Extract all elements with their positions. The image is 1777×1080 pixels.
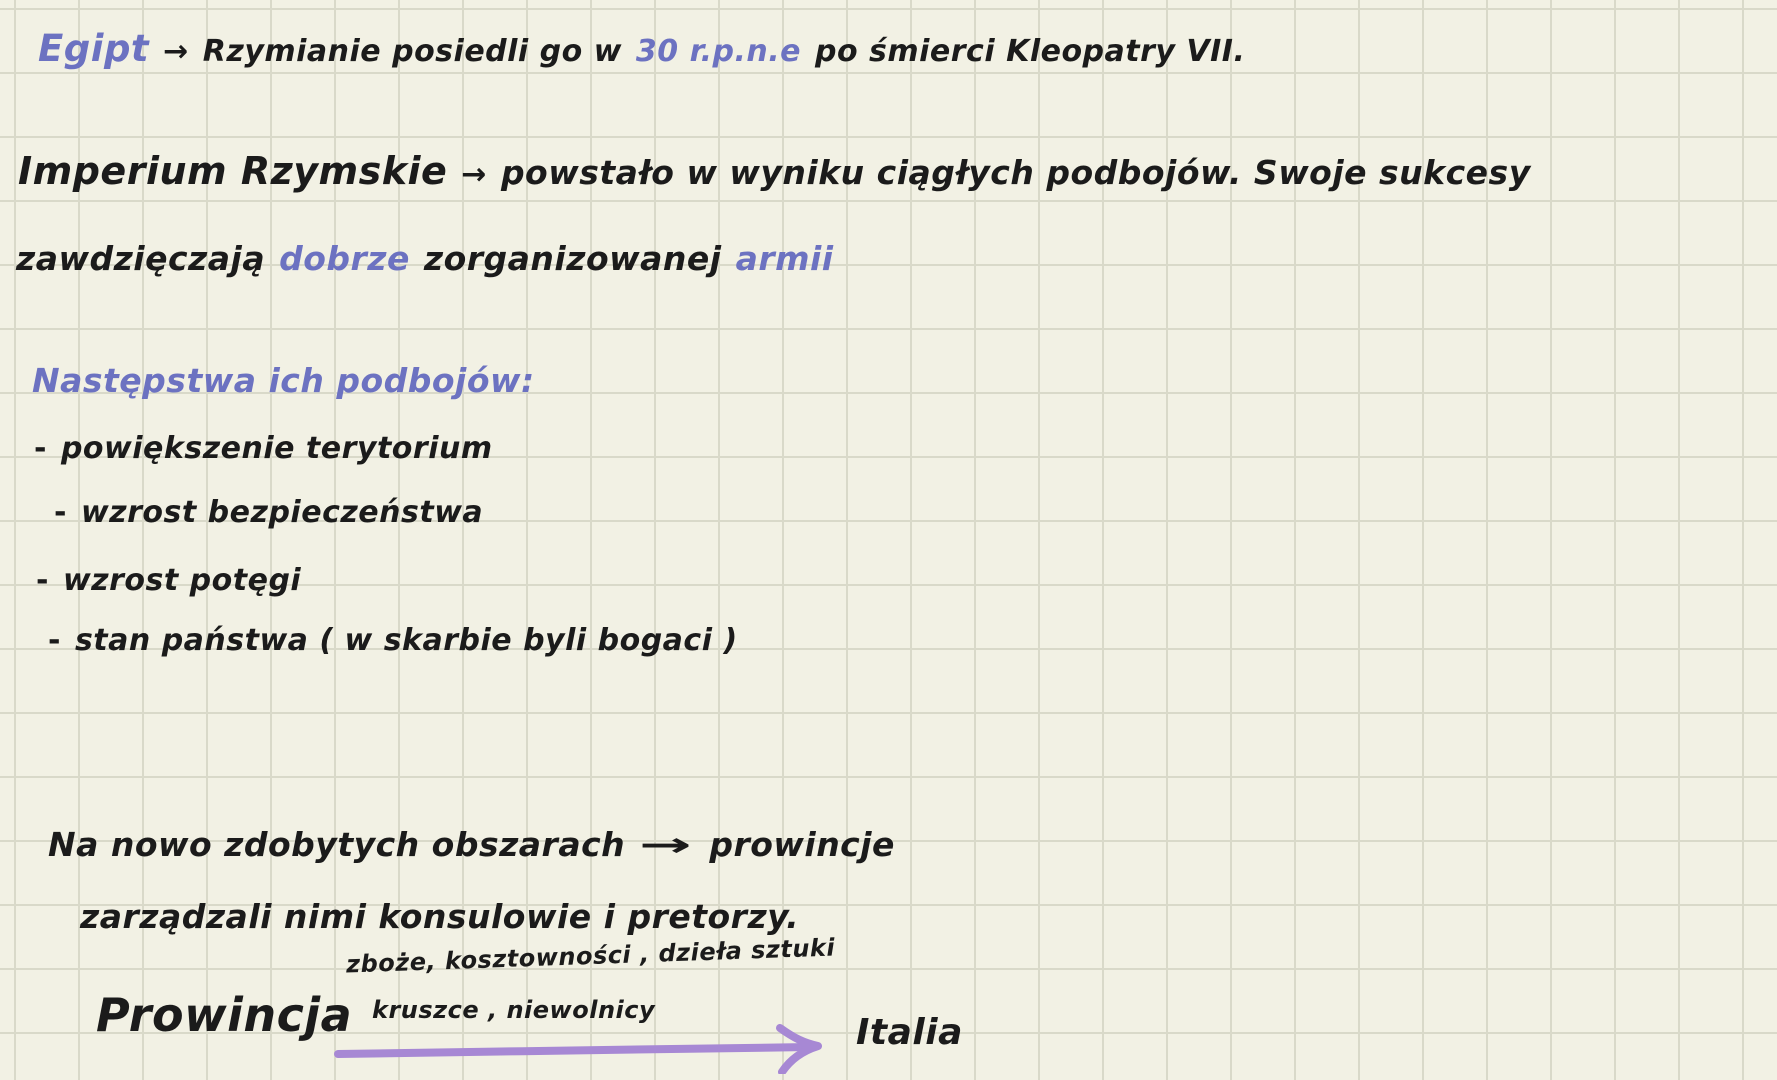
note-line-imperium <box>18 148 1531 196</box>
bullet-dash-icon: - <box>34 431 47 466</box>
consequences-heading-text: Następstwa ich podbojów: <box>32 361 535 400</box>
egypt-keyword: Egipt <box>38 27 150 70</box>
list-item <box>34 430 493 468</box>
imperium-line2-text-1: zawdzięczają <box>16 239 266 278</box>
bullet-dash-icon: - <box>48 623 61 658</box>
provinces-text-before-arrow: Na nowo zdobytych obszarach <box>48 825 626 864</box>
list-item <box>36 562 301 600</box>
note-line-provinces-2 <box>80 896 799 937</box>
imperium-line2-highlight-1: dobrze <box>279 239 410 278</box>
list-item-text: wzrost potęgi <box>62 563 302 598</box>
arrow-right-icon: → <box>639 825 693 864</box>
imperium-text: powstało w wyniku ciągłych podbojów. Swoje sukcesy <box>500 153 1531 192</box>
arrow-right-icon: → <box>461 157 487 192</box>
arrow-right-icon: → <box>163 34 189 69</box>
note-line-provinces <box>48 824 895 865</box>
list-item-text: wzrost bezpieczeństwa <box>80 495 484 530</box>
imperium-title: Imperium Rzymskie <box>18 149 448 193</box>
note-line-egypt <box>38 26 1245 72</box>
provinces-line2-text: zarządzali nimi konsulowie i pretorzy. <box>80 897 800 936</box>
consequences-heading <box>32 360 535 401</box>
flow-arrow-icon <box>332 1022 852 1074</box>
province-label: Prowincja <box>96 988 353 1042</box>
imperium-line2-highlight-2: armii <box>735 239 834 278</box>
bullet-dash-icon: - <box>36 563 49 598</box>
egypt-date: 30 r.p.n.e <box>635 34 801 69</box>
list-item <box>48 622 738 660</box>
list-item-text: powiększenie terytorium <box>60 431 493 466</box>
provinces-text-after-arrow: prowincje <box>709 825 895 864</box>
bullet-dash-icon: - <box>54 495 67 530</box>
list-item-text: stan państwa ( w skarbie byli bogaci ) <box>74 623 738 658</box>
list-item <box>54 494 483 532</box>
italia-label: Italia <box>856 1012 963 1053</box>
goods-line-1: zboże, kosztowności , dzieła sztuki <box>345 933 836 979</box>
imperium-line2-text-2: zorganizowanej <box>423 239 722 278</box>
egypt-text-before-date: Rzymianie posiedli go w <box>202 34 622 69</box>
egypt-text-after-date: po śmierci Kleopatry VII. <box>814 34 1246 69</box>
goods-line-2: kruszce , niewolnicy <box>372 996 656 1024</box>
note-line-imperium-2 <box>16 238 834 279</box>
